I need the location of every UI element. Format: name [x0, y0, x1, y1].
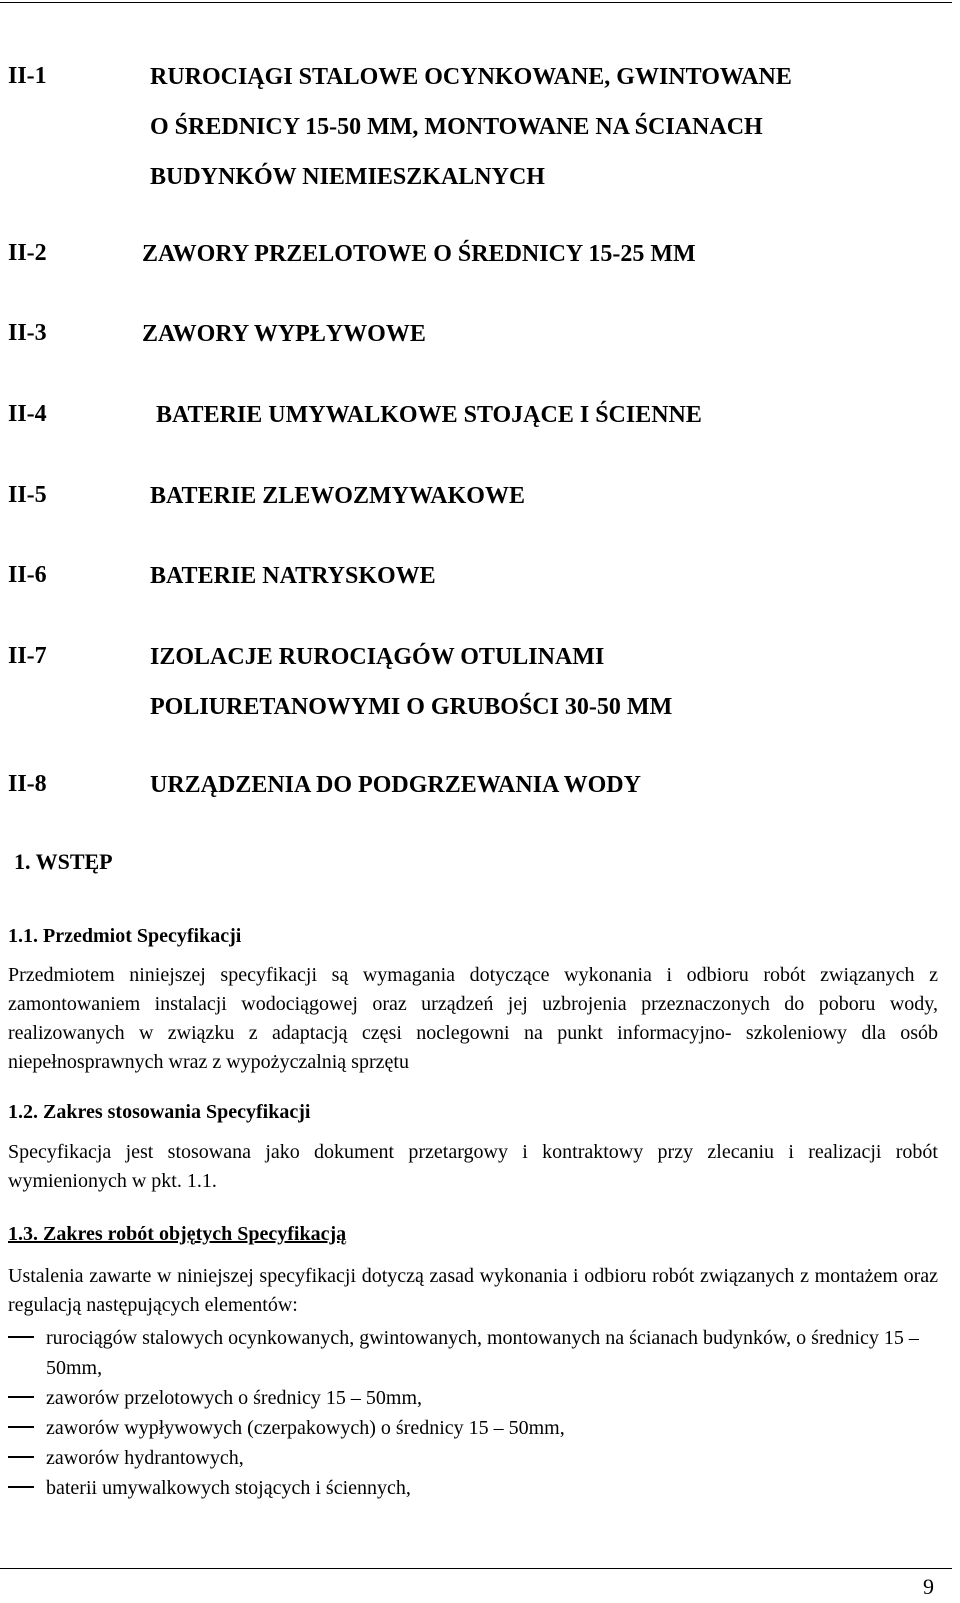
toc-code-1: II-1: [8, 63, 47, 89]
dash-bullet-icon: [8, 1456, 34, 1458]
list-item: zaworów hydrantowych,: [8, 1443, 938, 1473]
footer-rule: [0, 1568, 952, 1569]
list-item: zaworów wypływowych (czerpakowych) o średnicy 15 – 50mm,: [8, 1413, 938, 1443]
scope-list: [8, 1323, 938, 1503]
toc-title-6: BATERIE NATRYSKOWE: [150, 563, 436, 589]
page-number: 9: [923, 1574, 934, 1599]
dash-bullet-icon: [8, 1426, 34, 1428]
dash-bullet-icon: [8, 1396, 34, 1398]
top-rule: [0, 2, 952, 3]
list-item: rurociągów stalowych ocynkowanych, gwintowanych, montowanych na ścianach budynków, o średnicy 15 – 50mm,: [8, 1323, 938, 1383]
heading-1-2: 1.2. Zakres stosowania Specyfikacji: [8, 1101, 311, 1123]
toc-code-5: II-5: [8, 482, 47, 508]
toc-code-4: II-4: [8, 401, 47, 427]
toc-code-3: II-3: [8, 320, 47, 346]
toc-title-4: BATERIE UMYWALKOWE STOJĄCE I ŚCIENNE: [156, 402, 702, 428]
section-heading-wstep: 1. WSTĘP: [14, 849, 113, 874]
paragraph-1-1: Przedmiotem niniejszej specyfikacji są wymagania dotyczące wykonania i odbioru robót związanych z zamontowaniem instalacji wodociągowej oraz urządzeń jej uzbrojenia przeznaczonych do poboru wody, realizowanych w związku z adaptacją częsi noclegowni na punkt informacyjno- szkoleniowy dla osób niepełnosprawnych wraz z wypożyczalnią sprzętu: [8, 964, 938, 1073]
heading-1-3: 1.3. Zakres robót objętych Specyfikacją: [8, 1223, 347, 1245]
toc-code-2: II-2: [8, 240, 47, 266]
toc-code-7: II-7: [8, 643, 47, 669]
toc-title-3: ZAWORY WYPŁYWOWE: [142, 321, 426, 347]
toc-code-8: II-8: [8, 771, 47, 797]
list-item: zaworów przelotowych o średnicy 15 – 50mm,: [8, 1383, 938, 1413]
list-item: baterii umywalkowych stojących i ściennych,: [8, 1473, 938, 1503]
paragraph-1-3: Ustalenia zawarte w niniejszej specyfikacji dotyczą zasad wykonania i odbioru robót związanych z montażem oraz regulacją następujących elementów:: [8, 1265, 938, 1316]
toc-title-8: URZĄDZENIA DO PODGRZEWANIA WODY: [150, 772, 641, 798]
heading-1-1: 1.1. Przedmiot Specyfikacji: [8, 925, 242, 947]
toc-code-6: II-6: [8, 562, 47, 588]
toc-title-2: ZAWORY PRZELOTOWE O ŚREDNICY 15-25 MM: [142, 241, 696, 267]
dash-bullet-icon: [8, 1486, 34, 1488]
toc-title-5: BATERIE ZLEWOZMYWAKOWE: [150, 483, 525, 509]
toc-title-7: IZOLACJE RUROCIĄGÓW OTULINAMI POLIURETANOWYMI O GRUBOŚCI 30-50 MM: [150, 644, 673, 720]
dash-bullet-icon: [8, 1336, 34, 1338]
paragraph-1-2: Specyfikacja jest stosowana jako dokument przetargowy i kontraktowy przy zlecaniu i realizacji robót wymienionych w pkt. 1.1.: [8, 1141, 938, 1192]
toc-title-1: RUROCIĄGI STALOWE OCYNKOWANE, GWINTOWANE O ŚREDNICY 15-50 MM, MONTOWANE NA ŚCIANACH BUDYNKÓW NIEMIESZKALNYCH: [150, 64, 792, 190]
